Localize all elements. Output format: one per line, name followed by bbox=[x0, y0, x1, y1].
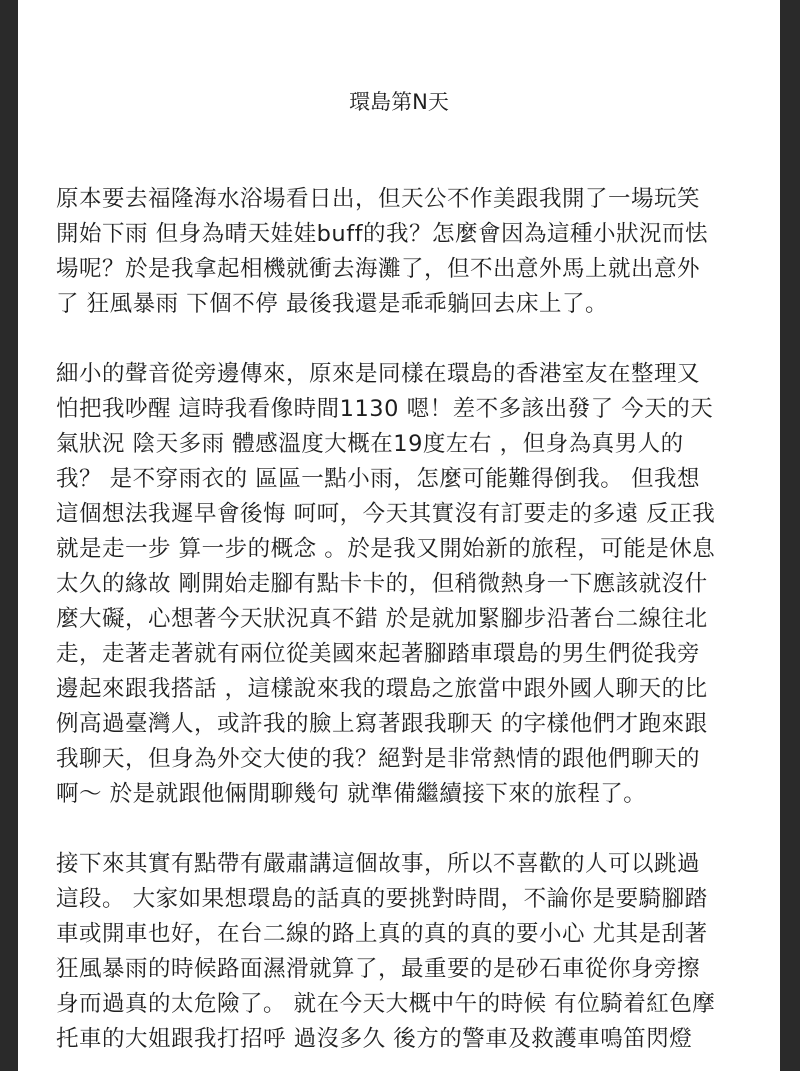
text-line: 太久的緣故 剛開始走腳有點卡卡的，但稍微熱身一下應該就沒什 bbox=[56, 571, 708, 597]
text-line: 狂風暴雨的時候路面濕滑就算了，最重要的是砂石車從你身旁擦 bbox=[56, 956, 701, 982]
text-line: 托車的大姐跟我打招呼 過沒多久 後方的警車及救護車鳴笛閃燈 bbox=[56, 1026, 693, 1052]
text-line: 邊起來跟我搭話 ，這樣說來我的環島之旅當中跟外國人聊天的比 bbox=[56, 676, 708, 702]
document-body bbox=[56, 182, 762, 1071]
paragraph-3 bbox=[56, 847, 762, 1057]
text-line: 啊〜 於是就跟他倆閒聊幾句 就準備繼續接下來的旅程了。 bbox=[56, 781, 647, 807]
text-line: 麼大礙，心想著今天狀況真不錯 於是就加緊腳步沿著台二線往北 bbox=[56, 606, 708, 632]
text-line: 細小的聲音從旁邊傳來，原來是同樣在環島的香港室友在整理又 bbox=[56, 361, 701, 387]
text-line: 怕把我吵醒 這時我看像時間1130 嗯！差不多該出發了 今天的天 bbox=[56, 396, 714, 422]
text-line: 氣狀況 陰天多雨 體感溫度大概在19度左右 ，但身為真男人的 bbox=[56, 431, 684, 457]
text-line: 了 狂風暴雨 下個不停 最後我還是乖乖躺回去床上了。 bbox=[56, 291, 608, 317]
text-line: 開始下雨 但身為晴天娃娃buff的我？怎麼會因為這種小狀況而怯 bbox=[56, 221, 709, 247]
text-line: 這個想法我遲早會後悔 呵呵，今天其實沒有訂要走的多遠 反正我 bbox=[56, 501, 716, 527]
text-line: 接下來其實有點帶有嚴肅講這個故事，所以不喜歡的人可以跳過 bbox=[56, 851, 701, 877]
paragraph-2 bbox=[56, 357, 762, 812]
text-line: 這段。 大家如果想環島的話真的要挑對時間，不論你是要騎腳踏 bbox=[56, 886, 708, 912]
text-line: 場呢？於是我拿起相機就衝去海灘了，但不出意外馬上就出意外 bbox=[56, 256, 701, 282]
text-line: 身而過真的太危險了。 就在今天大概中午的時候 有位騎着紅色摩 bbox=[56, 991, 716, 1017]
text-line: 我聊天，但身為外交大使的我？絕對是非常熱情的跟他們聊天的 bbox=[56, 746, 701, 772]
paragraph-1 bbox=[56, 182, 762, 322]
text-line: 走，走著走著就有兩位從美國來起著腳踏車環島的男生們從我旁 bbox=[56, 641, 701, 667]
document-title: 環島第N天 bbox=[349, 90, 449, 114]
text-line: 車或開車也好，在台二線的路上真的真的真的要小心 尤其是刮著 bbox=[56, 921, 708, 947]
text-line: 我？ 是不穿雨衣的 區區一點小雨，怎麼可能難得倒我。 但我想 bbox=[56, 466, 700, 492]
text-line: 就是走一步 算一步的概念 。於是我又開始新的旅程，可能是休息 bbox=[56, 536, 716, 562]
text-line: 例高過臺灣人，或許我的臉上寫著跟我聊天 的字樣他們才跑來跟 bbox=[56, 711, 708, 737]
text-line: 原本要去福隆海水浴場看日出，但天公不作美跟我開了一場玩笑 bbox=[56, 186, 701, 212]
document-page bbox=[18, 0, 780, 1071]
